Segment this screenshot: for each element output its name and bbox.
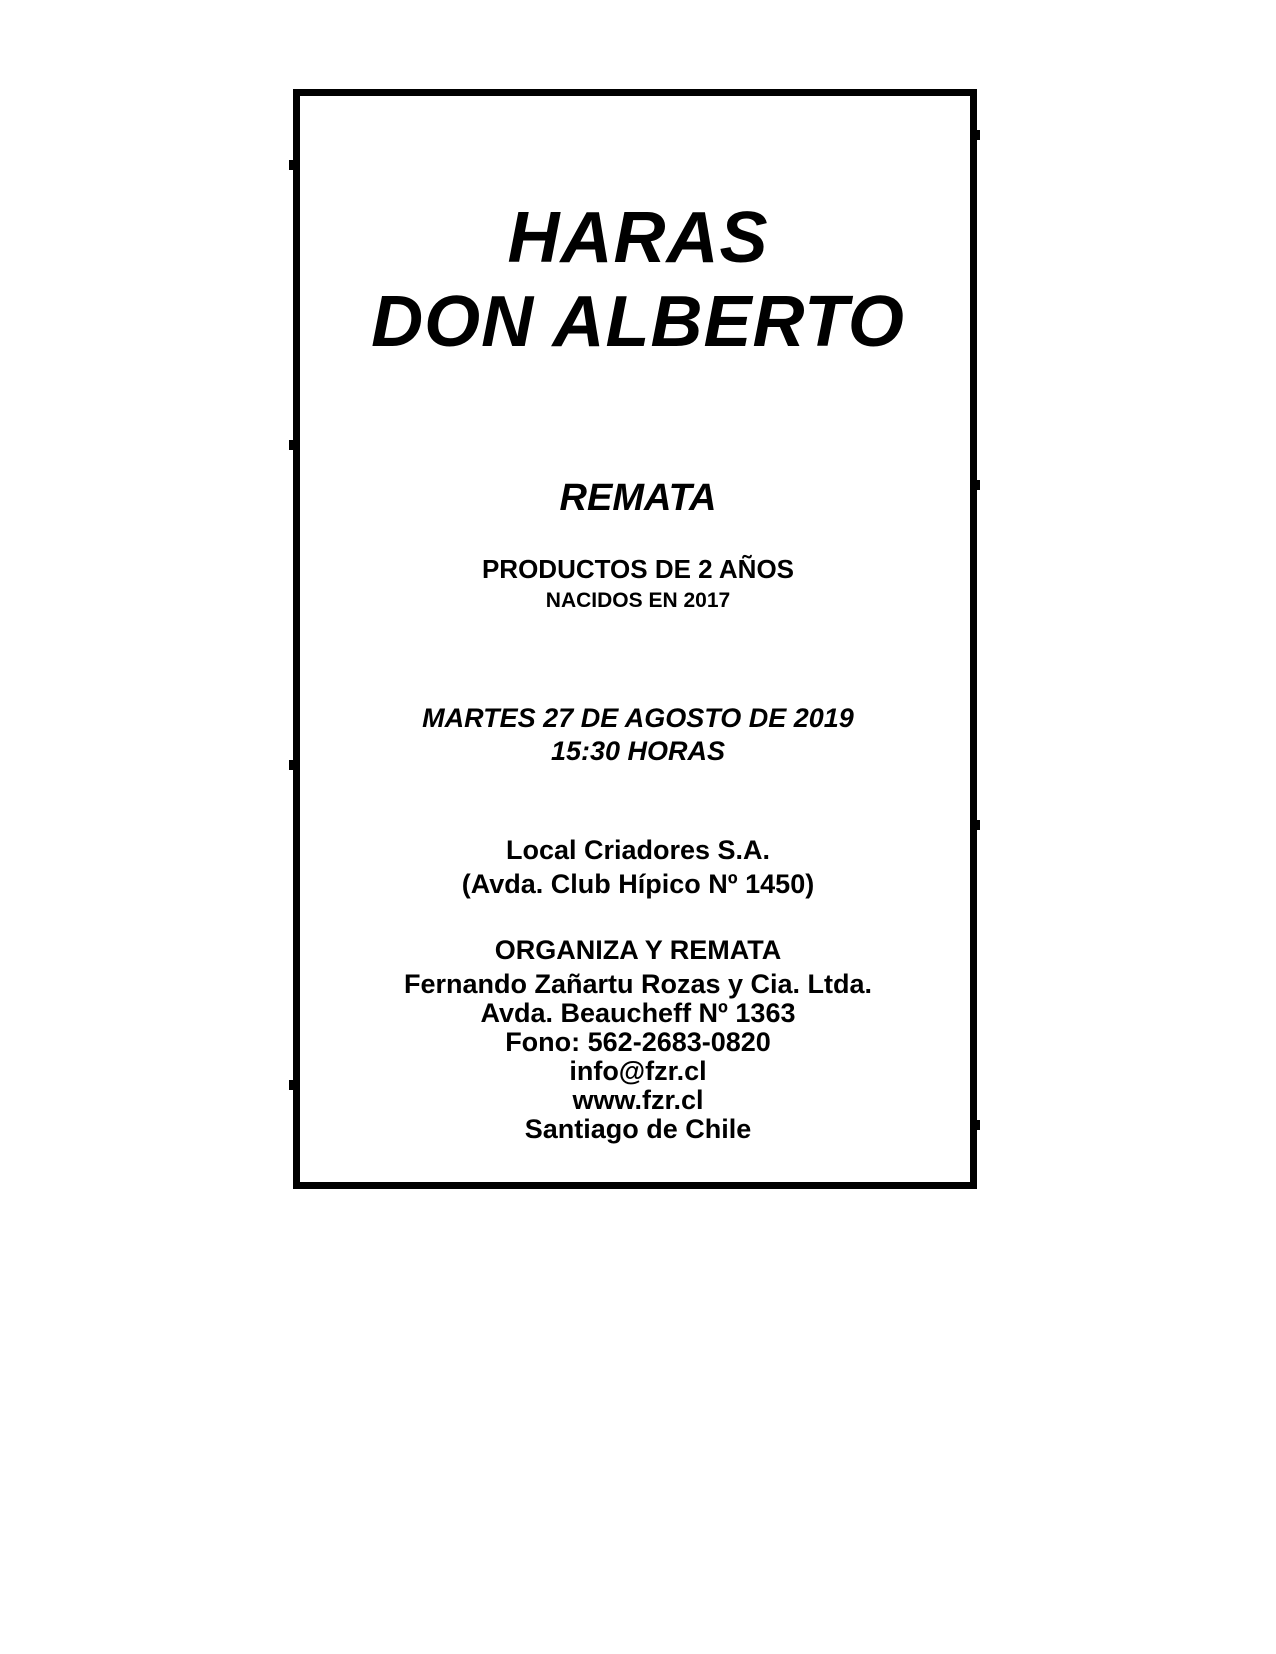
border-tick	[976, 820, 980, 830]
organizer-phone: Fono: 562-2683-0820	[505, 1027, 771, 1057]
border-tick	[289, 440, 293, 450]
title-line-1: HARAS	[507, 198, 769, 278]
border-tick	[976, 130, 980, 140]
organizer-city: Santiago de Chile	[524, 1114, 752, 1144]
venue-address: (Avda. Club Hípico Nº 1450)	[461, 869, 815, 899]
born-year-line: NACIDOS EN 2017	[545, 589, 731, 612]
products-line: PRODUCTOS DE 2 AÑOS	[481, 554, 795, 584]
auction-date: MARTES 27 DE AGOSTO DE 2019	[422, 703, 854, 733]
border-tick	[289, 160, 293, 170]
organizer-address: Avda. Beaucheff Nº 1363	[480, 998, 796, 1028]
auction-time: 15:30 HORAS	[550, 736, 726, 766]
venue-name: Local Criadores S.A.	[505, 835, 771, 865]
organizer-company: Fernando Zañartu Rozas y Cia. Ltda.	[403, 969, 873, 999]
organizer-email: info@fzr.cl	[569, 1056, 707, 1086]
organizer-heading: ORGANIZA Y REMATA	[494, 935, 782, 965]
title-line-2: DON ALBERTO	[371, 282, 905, 362]
subtitle-remata: REMATA	[559, 477, 717, 519]
organizer-website: www.fzr.cl	[572, 1085, 704, 1115]
